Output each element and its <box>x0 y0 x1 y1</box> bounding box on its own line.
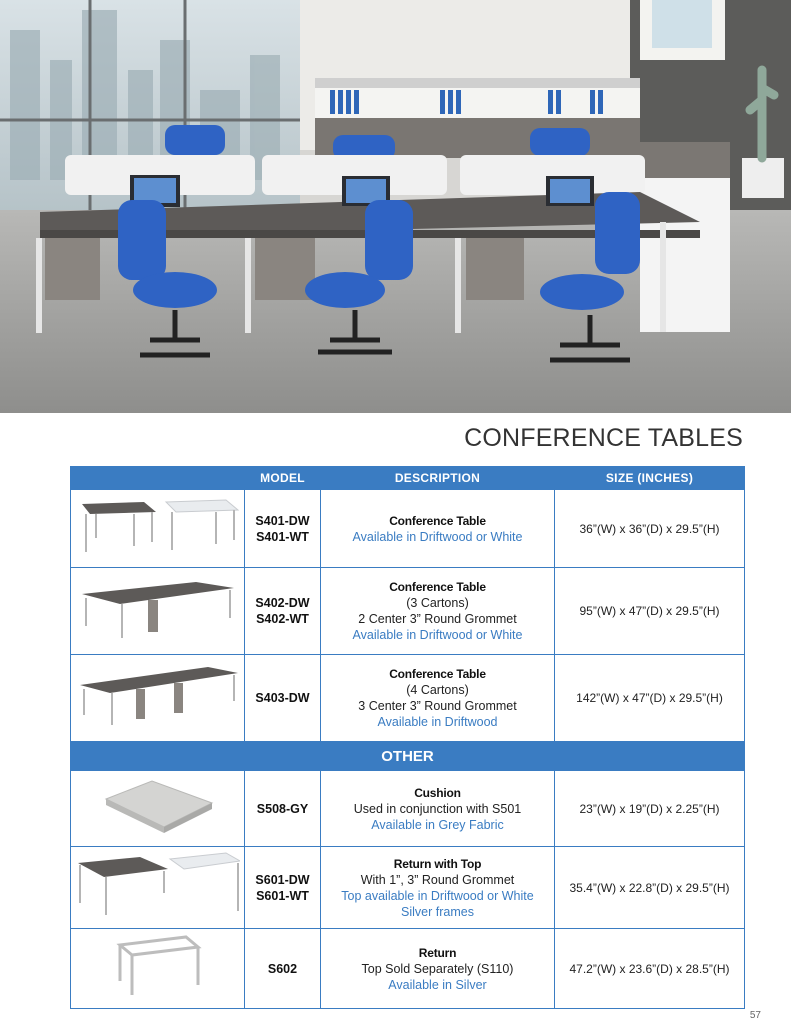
size-cell: 47.2”(W) x 23.6”(D) x 28.5”(H) <box>555 929 745 1009</box>
product-name: Conference Table <box>389 513 486 528</box>
product-name: Conference Table <box>389 580 486 594</box>
product-table <box>70 466 745 1009</box>
size-cell: 95”(W) x 47”(D) x 29.5”(H) <box>555 568 745 655</box>
description-line: With 1”, 3” Round Grommet <box>360 872 515 887</box>
rectangular-conference-table-image <box>76 574 240 644</box>
table-row <box>71 771 745 847</box>
model-code: S601-DW <box>255 872 310 887</box>
availability-text: Available in Driftwood <box>377 715 498 729</box>
description-line: (4 Cartons) <box>406 683 469 697</box>
product-name: Cushion <box>414 785 461 800</box>
description-cell <box>321 655 555 742</box>
page-title: CONFERENCE TABLES <box>464 424 743 452</box>
description-cell <box>321 568 555 655</box>
hero-photo <box>0 0 791 413</box>
subheader-other: OTHER <box>71 742 745 771</box>
description-line: 2 Center 3” Round Grommet <box>358 612 517 626</box>
size-cell: 23”(W) x 19”(D) x 2.25”(H) <box>555 771 745 847</box>
return-frame-image <box>76 933 240 999</box>
office-scene-image <box>0 0 791 413</box>
square-conference-tables-image <box>76 494 240 558</box>
table-row <box>71 490 745 568</box>
availability-text: Top available in Driftwood or White <box>341 888 534 903</box>
product-image-cell <box>71 847 245 929</box>
size-cell: 36”(W) x 36”(D) x 29.5”(H) <box>555 490 745 568</box>
model-cell <box>245 568 321 655</box>
product-image-cell <box>71 490 245 568</box>
description-line: Top Sold Separately (S110) <box>361 961 514 976</box>
model-cell <box>245 655 321 742</box>
size-cell: 35.4”(W) x 22.8”(D) x 29.5”(H) <box>555 847 745 929</box>
model-code: S403-DW <box>255 691 310 705</box>
model-code: S508-GY <box>256 801 309 816</box>
product-image-cell <box>71 655 245 742</box>
product-name: Return <box>418 945 457 960</box>
model-cell <box>245 847 321 929</box>
availability-text: Available in Driftwood or White <box>352 529 523 544</box>
product-name: Conference Table <box>389 667 486 681</box>
long-conference-table-image <box>76 661 240 731</box>
model-code: S602 <box>267 961 298 976</box>
image-column-header <box>71 467 245 490</box>
description-cell <box>321 929 555 1009</box>
model-cell <box>245 490 321 568</box>
table-row <box>71 847 745 929</box>
description-line: 3 Center 3” Round Grommet <box>358 699 517 713</box>
description-cell <box>321 771 555 847</box>
description-line: Used in conjunction with S501 <box>353 801 522 816</box>
page-number: 57 <box>749 1010 761 1021</box>
availability-text: Available in Silver <box>388 977 487 992</box>
table-header-row <box>71 467 745 490</box>
product-name: Return with Top <box>393 856 482 871</box>
cushion-image <box>76 775 240 837</box>
model-code: S401-DW <box>255 513 310 528</box>
description-cell <box>321 847 555 929</box>
availability-text: Available in Grey Fabric <box>371 817 504 832</box>
model-column-header: MODEL <box>245 467 321 490</box>
table-row <box>71 655 745 742</box>
availability-text: Available in Driftwood or White <box>352 628 523 642</box>
model-cell <box>245 929 321 1009</box>
description-column-header: DESCRIPTION <box>321 467 555 490</box>
model-code: S402-WT <box>256 612 309 626</box>
product-image-cell <box>71 929 245 1009</box>
return-with-top-image <box>76 851 240 919</box>
table-row <box>71 568 745 655</box>
product-image-cell <box>71 568 245 655</box>
description-line: (3 Cartons) <box>406 596 469 610</box>
table-row <box>71 929 745 1009</box>
model-code: S401-WT <box>256 529 309 544</box>
availability-text: Silver frames <box>401 904 474 919</box>
description-cell <box>321 490 555 568</box>
model-code: S601-WT <box>256 888 309 903</box>
product-image-cell <box>71 771 245 847</box>
subheader-row <box>71 742 745 771</box>
size-column-header: SIZE (INCHES) <box>555 467 745 490</box>
model-code: S402-DW <box>255 596 310 610</box>
size-cell: 142”(W) x 47”(D) x 29.5”(H) <box>555 655 745 742</box>
model-cell <box>245 771 321 847</box>
